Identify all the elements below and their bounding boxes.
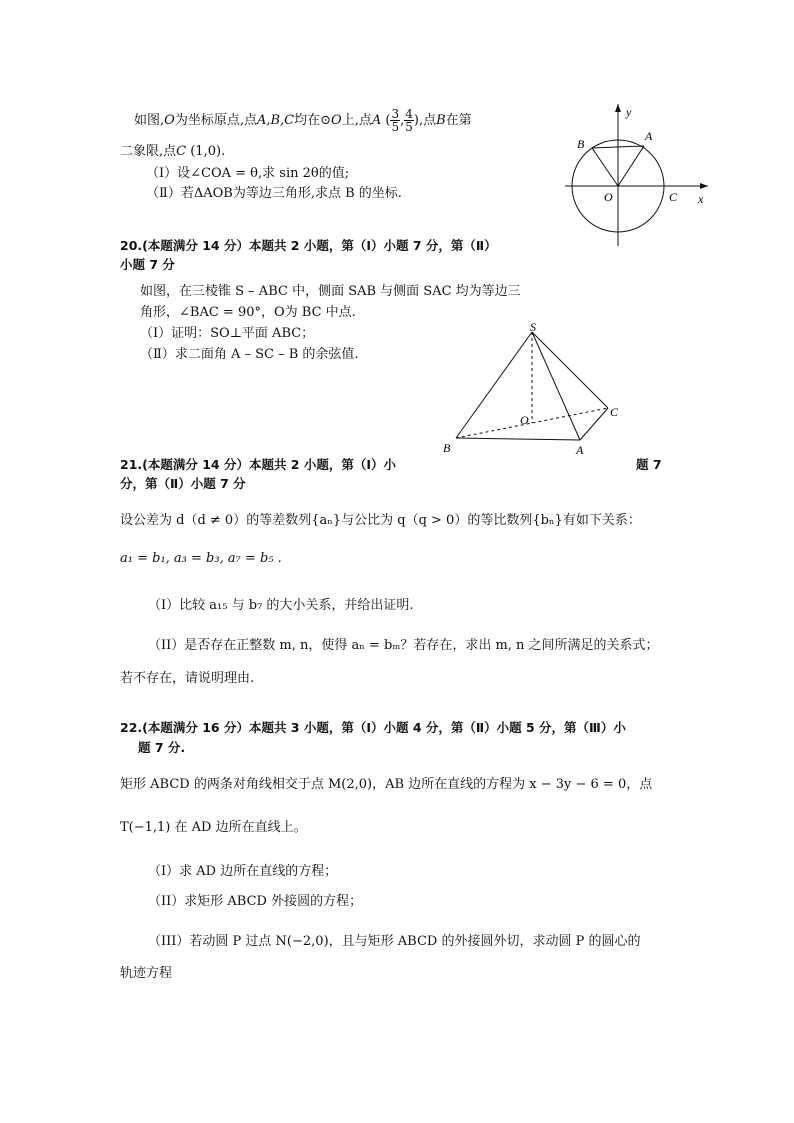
q19-part1: （Ⅰ）设∠COA = θ,求 sin 2θ的值;: [146, 166, 350, 181]
q21-heading-2: 分，第（Ⅱ）小题 7 分: [120, 476, 246, 491]
label-c: C: [610, 405, 619, 419]
q22-part3: （III）若动圆 P 过点 N(−2,0)，且与矩形 ABCD 的外接圆外切，求动圆 P 的圆心的: [148, 934, 641, 949]
fraction: $\frac{4}{5}$: [405, 107, 413, 134]
edge-ba: [456, 438, 580, 440]
label-x: x: [698, 192, 704, 206]
q22-heading-2: 题 7 分.: [138, 740, 186, 755]
y-axis-arrow: [615, 104, 621, 112]
label-a: A: [645, 129, 653, 143]
q21-heading-1b: 题 7: [636, 457, 662, 472]
q21-part1: （I）比较 a₁₅ 与 b₇ 的大小关系，并给出证明.: [148, 598, 414, 613]
q21-part2: （II）是否存在正整数 m, n，使得 aₙ = bₘ？若存在，求出 m, n 之间所满足的关系式；: [148, 638, 659, 653]
label-y: y: [626, 105, 632, 119]
q22-heading-1: 22.(本题满分 16 分）本题共 3 小题，第（Ⅰ）小题 4 分，第（Ⅱ）小题 5 分，第（Ⅲ）小: [120, 720, 626, 735]
q20-line2: 角形，∠BAC = 90°，O为 BC 中点.: [140, 305, 356, 320]
q22-line2: T(−1,1) 在 AD 边所在直线上。: [120, 820, 307, 835]
q22-part1: （I）求 AD 边所在直线的方程；: [148, 864, 338, 879]
label-a: A: [576, 443, 584, 457]
label-o: O: [520, 413, 529, 427]
q21-part2-cont: 若不存在，请说明理由.: [120, 671, 255, 686]
q21-line2: a₁ = b₁, a₃ = b₃, a₇ = b₅ .: [120, 551, 282, 566]
segment-ob: [592, 148, 618, 186]
edge-sc: [532, 332, 608, 408]
edge-sa: [532, 332, 580, 440]
label-s: S: [530, 320, 536, 334]
q20-heading-1: 20.(本题满分 14 分）本题共 2 小题，第（Ⅰ）小题 7 分，第（Ⅱ）: [120, 238, 497, 253]
q22-line1: 矩形 ABCD 的两条对角线相交于点 M(2,0)，AB 边所在直线的方程为 x − 3y − 6 = 0，点: [120, 777, 653, 792]
pyramid-figure: [440, 318, 630, 458]
q20-line3: （Ⅰ）证明：SO⊥平面 ABC；: [140, 326, 315, 341]
q22-part2: （II）求矩形 ABCD 外接圆的方程；: [148, 894, 363, 909]
q19-part2: （Ⅱ）若ΔAOB为等边三角形,求点 B 的坐标.: [146, 186, 402, 201]
fraction: $\frac{3}{5}$: [391, 107, 400, 134]
q20-line4: （Ⅱ）求二面角 A – SC – B 的余弦值.: [140, 347, 359, 362]
circle-figure: [560, 100, 720, 250]
label-b: B: [577, 137, 585, 151]
q21-line1: 设公差为 d（d ≠ 0）的等差数列{aₙ}与公比为 q（q > 0）的等比数列{bₙ}有如下关系：: [120, 513, 641, 528]
q19-line2: 二象限,点C (1,0).: [120, 144, 226, 159]
segment-oa: [618, 146, 644, 186]
q20-line1: 如图，在三棱锥 S – ABC 中，侧面 SAB 与侧面 SAC 均为等边三: [140, 284, 521, 299]
label-c: C: [669, 190, 678, 204]
q21-heading-1a: 21.(本题满分 14 分）本题共 2 小题，第（Ⅰ）小: [120, 457, 397, 472]
q20-heading-2: 小题 7 分: [120, 257, 175, 272]
q19-line1: 如图,O为坐标原点,点A,B,C均在⊙O上,点A ( $\frac{3}{5}$ , $\frac{4}{5}$ ),点B在第: [134, 107, 472, 134]
label-o: O: [604, 190, 613, 204]
label-b: B: [443, 441, 451, 455]
q22-part3-cont: 轨迹方程: [120, 966, 173, 981]
edge-ac: [580, 408, 608, 440]
x-axis-arrow: [700, 183, 708, 189]
